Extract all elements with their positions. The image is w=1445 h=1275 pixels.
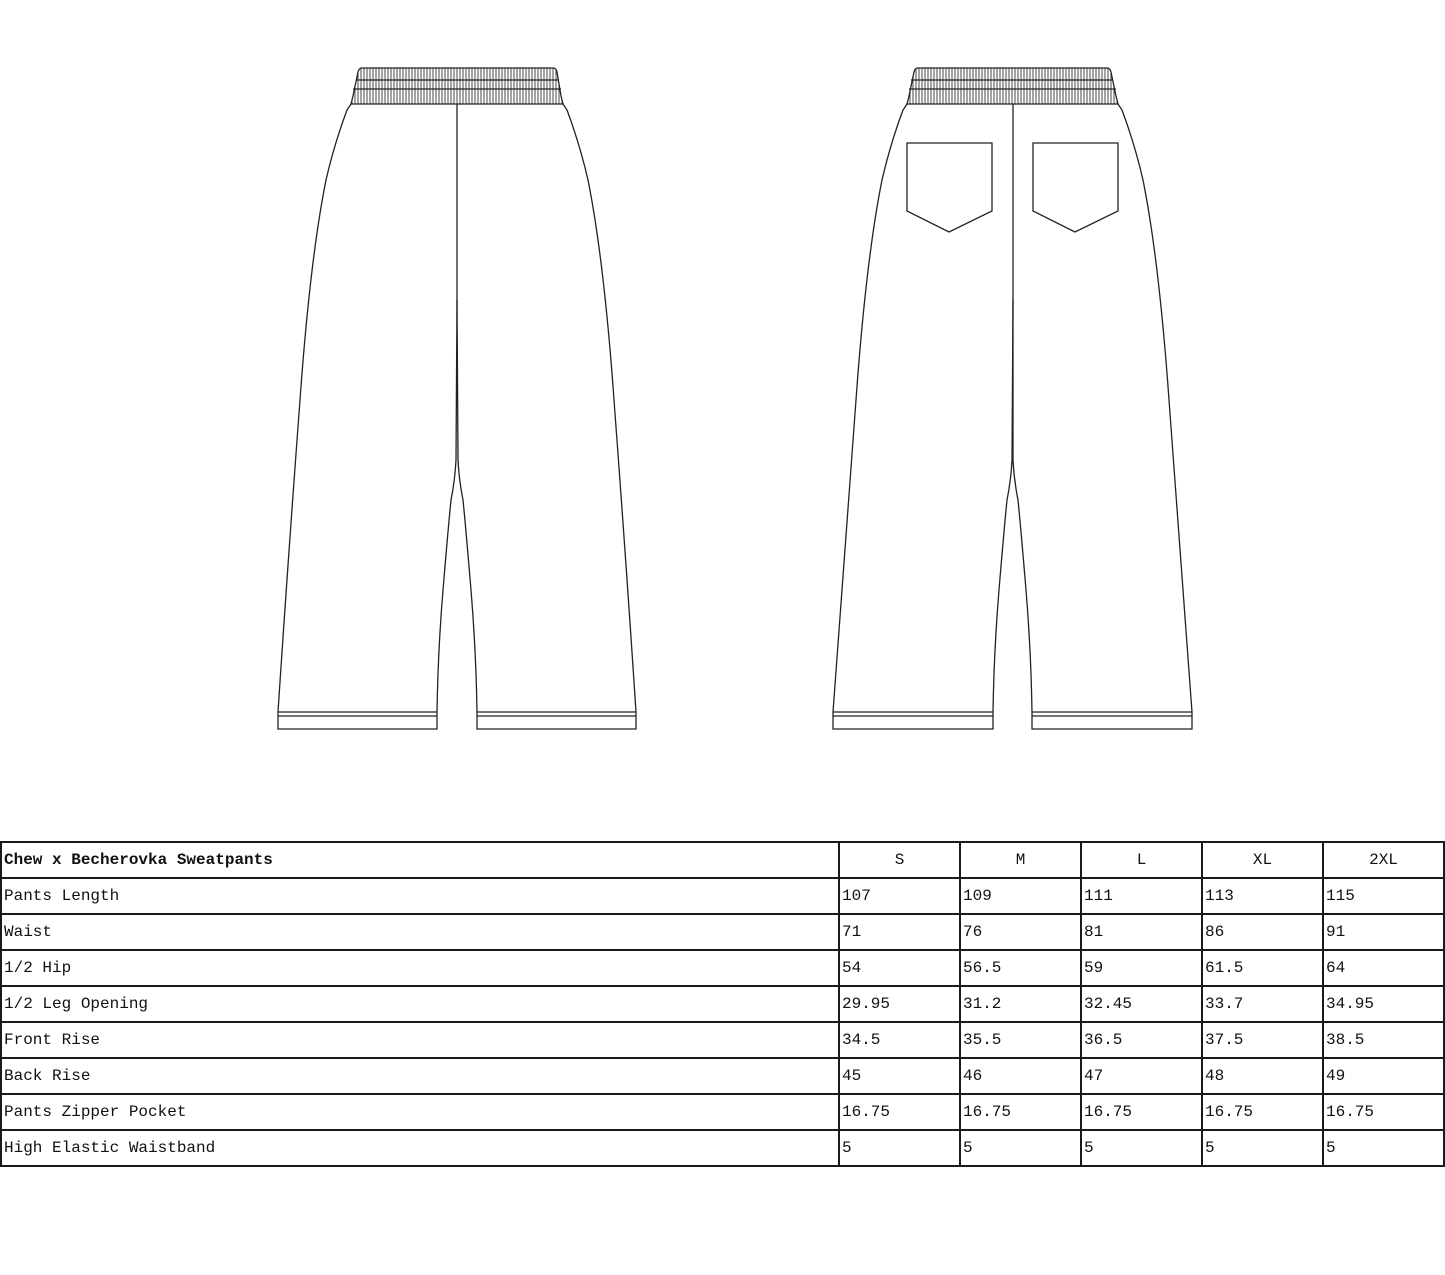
measurement-value: 111 bbox=[1081, 878, 1202, 914]
measurement-value: 76 bbox=[960, 914, 1081, 950]
size-header-l: L bbox=[1081, 842, 1202, 878]
measurement-value: 71 bbox=[839, 914, 960, 950]
table-row bbox=[1, 1130, 1444, 1166]
measurement-value: 5 bbox=[839, 1130, 960, 1166]
measurement-value: 5 bbox=[1202, 1130, 1323, 1166]
table-row bbox=[1, 914, 1444, 950]
size-header-s: S bbox=[839, 842, 960, 878]
table-row bbox=[1, 1058, 1444, 1094]
size-header-m: M bbox=[960, 842, 1081, 878]
measurement-label: High Elastic Waistband bbox=[1, 1130, 839, 1166]
measurement-value: 46 bbox=[960, 1058, 1081, 1094]
measurement-value: 64 bbox=[1323, 950, 1444, 986]
waistband-front bbox=[351, 68, 563, 104]
measurement-value: 59 bbox=[1081, 950, 1202, 986]
measurement-value: 61.5 bbox=[1202, 950, 1323, 986]
measurement-value: 113 bbox=[1202, 878, 1323, 914]
measurement-label: 1/2 Hip bbox=[1, 950, 839, 986]
measurement-label: Pants Zipper Pocket bbox=[1, 1094, 839, 1130]
measurement-value: 37.5 bbox=[1202, 1022, 1323, 1058]
left-leg-front bbox=[278, 104, 457, 729]
table-row bbox=[1, 1022, 1444, 1058]
measurement-value: 115 bbox=[1323, 878, 1444, 914]
table-row bbox=[1, 950, 1444, 986]
table-row bbox=[1, 986, 1444, 1022]
measurement-value: 16.75 bbox=[960, 1094, 1081, 1130]
measurement-value: 16.75 bbox=[1323, 1094, 1444, 1130]
measurement-value: 45 bbox=[839, 1058, 960, 1094]
measurement-value: 91 bbox=[1323, 914, 1444, 950]
table-header-row bbox=[1, 842, 1444, 878]
measurement-label: Front Rise bbox=[1, 1022, 839, 1058]
measurement-value: 5 bbox=[1323, 1130, 1444, 1166]
pants-back-view bbox=[833, 68, 1192, 729]
measurement-value: 49 bbox=[1323, 1058, 1444, 1094]
measurement-label: Back Rise bbox=[1, 1058, 839, 1094]
measurement-value: 34.95 bbox=[1323, 986, 1444, 1022]
size-header-2xl: 2XL bbox=[1323, 842, 1444, 878]
back-pocket-left bbox=[907, 143, 992, 232]
measurement-value: 47 bbox=[1081, 1058, 1202, 1094]
measurement-value: 81 bbox=[1081, 914, 1202, 950]
measurement-value: 31.2 bbox=[960, 986, 1081, 1022]
measurement-value: 38.5 bbox=[1323, 1022, 1444, 1058]
measurement-value: 107 bbox=[839, 878, 960, 914]
measurement-value: 109 bbox=[960, 878, 1081, 914]
product-title: Chew x Becherovka Sweatpants bbox=[1, 842, 839, 878]
measurement-value: 48 bbox=[1202, 1058, 1323, 1094]
size-chart-table bbox=[0, 841, 1445, 1167]
measurement-value: 56.5 bbox=[960, 950, 1081, 986]
left-leg-back bbox=[833, 104, 1013, 729]
measurement-label: 1/2 Leg Opening bbox=[1, 986, 839, 1022]
measurement-value: 16.75 bbox=[1081, 1094, 1202, 1130]
measurement-value: 34.5 bbox=[839, 1022, 960, 1058]
right-leg-front bbox=[457, 104, 636, 729]
size-header-xl: XL bbox=[1202, 842, 1323, 878]
measurement-value: 35.5 bbox=[960, 1022, 1081, 1058]
table-row bbox=[1, 878, 1444, 914]
measurement-value: 29.95 bbox=[839, 986, 960, 1022]
measurement-value: 16.75 bbox=[1202, 1094, 1323, 1130]
back-pocket-right bbox=[1033, 143, 1118, 232]
measurement-value: 54 bbox=[839, 950, 960, 986]
measurement-value: 5 bbox=[1081, 1130, 1202, 1166]
measurement-value: 16.75 bbox=[839, 1094, 960, 1130]
measurement-value: 86 bbox=[1202, 914, 1323, 950]
measurement-label: Waist bbox=[1, 914, 839, 950]
measurement-value: 32.45 bbox=[1081, 986, 1202, 1022]
measurement-value: 5 bbox=[960, 1130, 1081, 1166]
right-leg-back bbox=[1013, 104, 1192, 729]
pants-front-view bbox=[278, 68, 636, 729]
table-row bbox=[1, 1094, 1444, 1130]
measurement-value: 36.5 bbox=[1081, 1022, 1202, 1058]
measurement-value: 33.7 bbox=[1202, 986, 1323, 1022]
measurement-label: Pants Length bbox=[1, 878, 839, 914]
waistband-back bbox=[907, 68, 1118, 104]
